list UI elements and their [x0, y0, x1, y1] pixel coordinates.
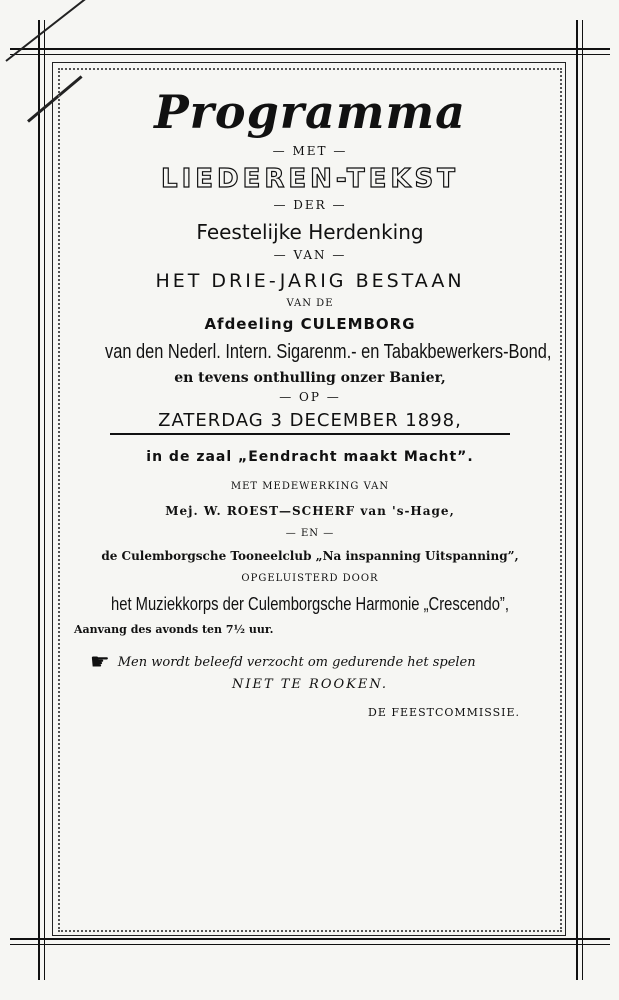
separator-van: — VAN —: [273, 248, 347, 262]
opgeluisterd-label: OPGELUISTERD DOOR: [241, 573, 379, 584]
aanvang-line: Aanvang des avonds ten 7½ uur.: [74, 623, 274, 636]
van-de-label: VAN DE: [286, 298, 334, 309]
right-rule: [576, 20, 578, 980]
bottom-rule: [10, 938, 610, 940]
liederen-heading: LIEDEREN-TEKST: [161, 164, 459, 194]
muziekkorps-line: het Muziekkorps der Culemborgsche Harmonie „Crescendo”,: [111, 594, 509, 614]
performer-line: Mej. W. ROEST—SCHERF van 's-Hage,: [165, 504, 455, 518]
niet-rooken-line: NIET TE ROOKEN.: [231, 677, 389, 692]
separator-der: — DER —: [273, 198, 347, 212]
commissie-signature: DE FEESTCOMMISSIE.: [368, 706, 520, 719]
smoking-notice: [90, 650, 560, 675]
feestelijke-heading: Feestelijke Herdenking: [196, 220, 424, 244]
venue-line: in de zaal „Eendracht maakt Macht”.: [146, 449, 474, 465]
bottom-rule-inner: [10, 944, 610, 945]
drie-jarig-heading: HET DRIE-JARIG BESTAAN: [155, 270, 465, 292]
top-rule: [10, 48, 610, 50]
pointing-hand-icon: ☛: [90, 650, 110, 675]
bond-line: van den Nederl. Intern. Sigarenm.- en Tabakbewerkers-Bond,: [105, 341, 552, 363]
tevens-line: en tevens onthulling onzer Banier,: [174, 370, 446, 386]
programme-content: [60, 80, 560, 910]
date-line: ZATERDAG 3 DECEMBER 1898,: [110, 410, 510, 435]
top-rule-inner: [10, 54, 610, 55]
verzoek-line: Men wordt beleefd verzocht om gedurende het spelen: [117, 655, 476, 670]
tooneelclub-line: de Culemborgsche Tooneelclub „Na inspanning Uitspanning”,: [101, 549, 519, 563]
left-rule-inner: [44, 20, 45, 980]
medewerking-label: MET MEDEWERKING VAN: [230, 481, 390, 492]
afdeeling-heading: Afdeeling CULEMBORG: [204, 315, 416, 333]
right-rule-inner: [582, 20, 583, 980]
left-rule: [38, 20, 40, 980]
separator-met: — MET —: [272, 144, 348, 158]
separator-op: — OP —: [279, 390, 341, 404]
separator-en: — EN —: [285, 528, 335, 539]
page-title: Programma: [154, 85, 466, 139]
